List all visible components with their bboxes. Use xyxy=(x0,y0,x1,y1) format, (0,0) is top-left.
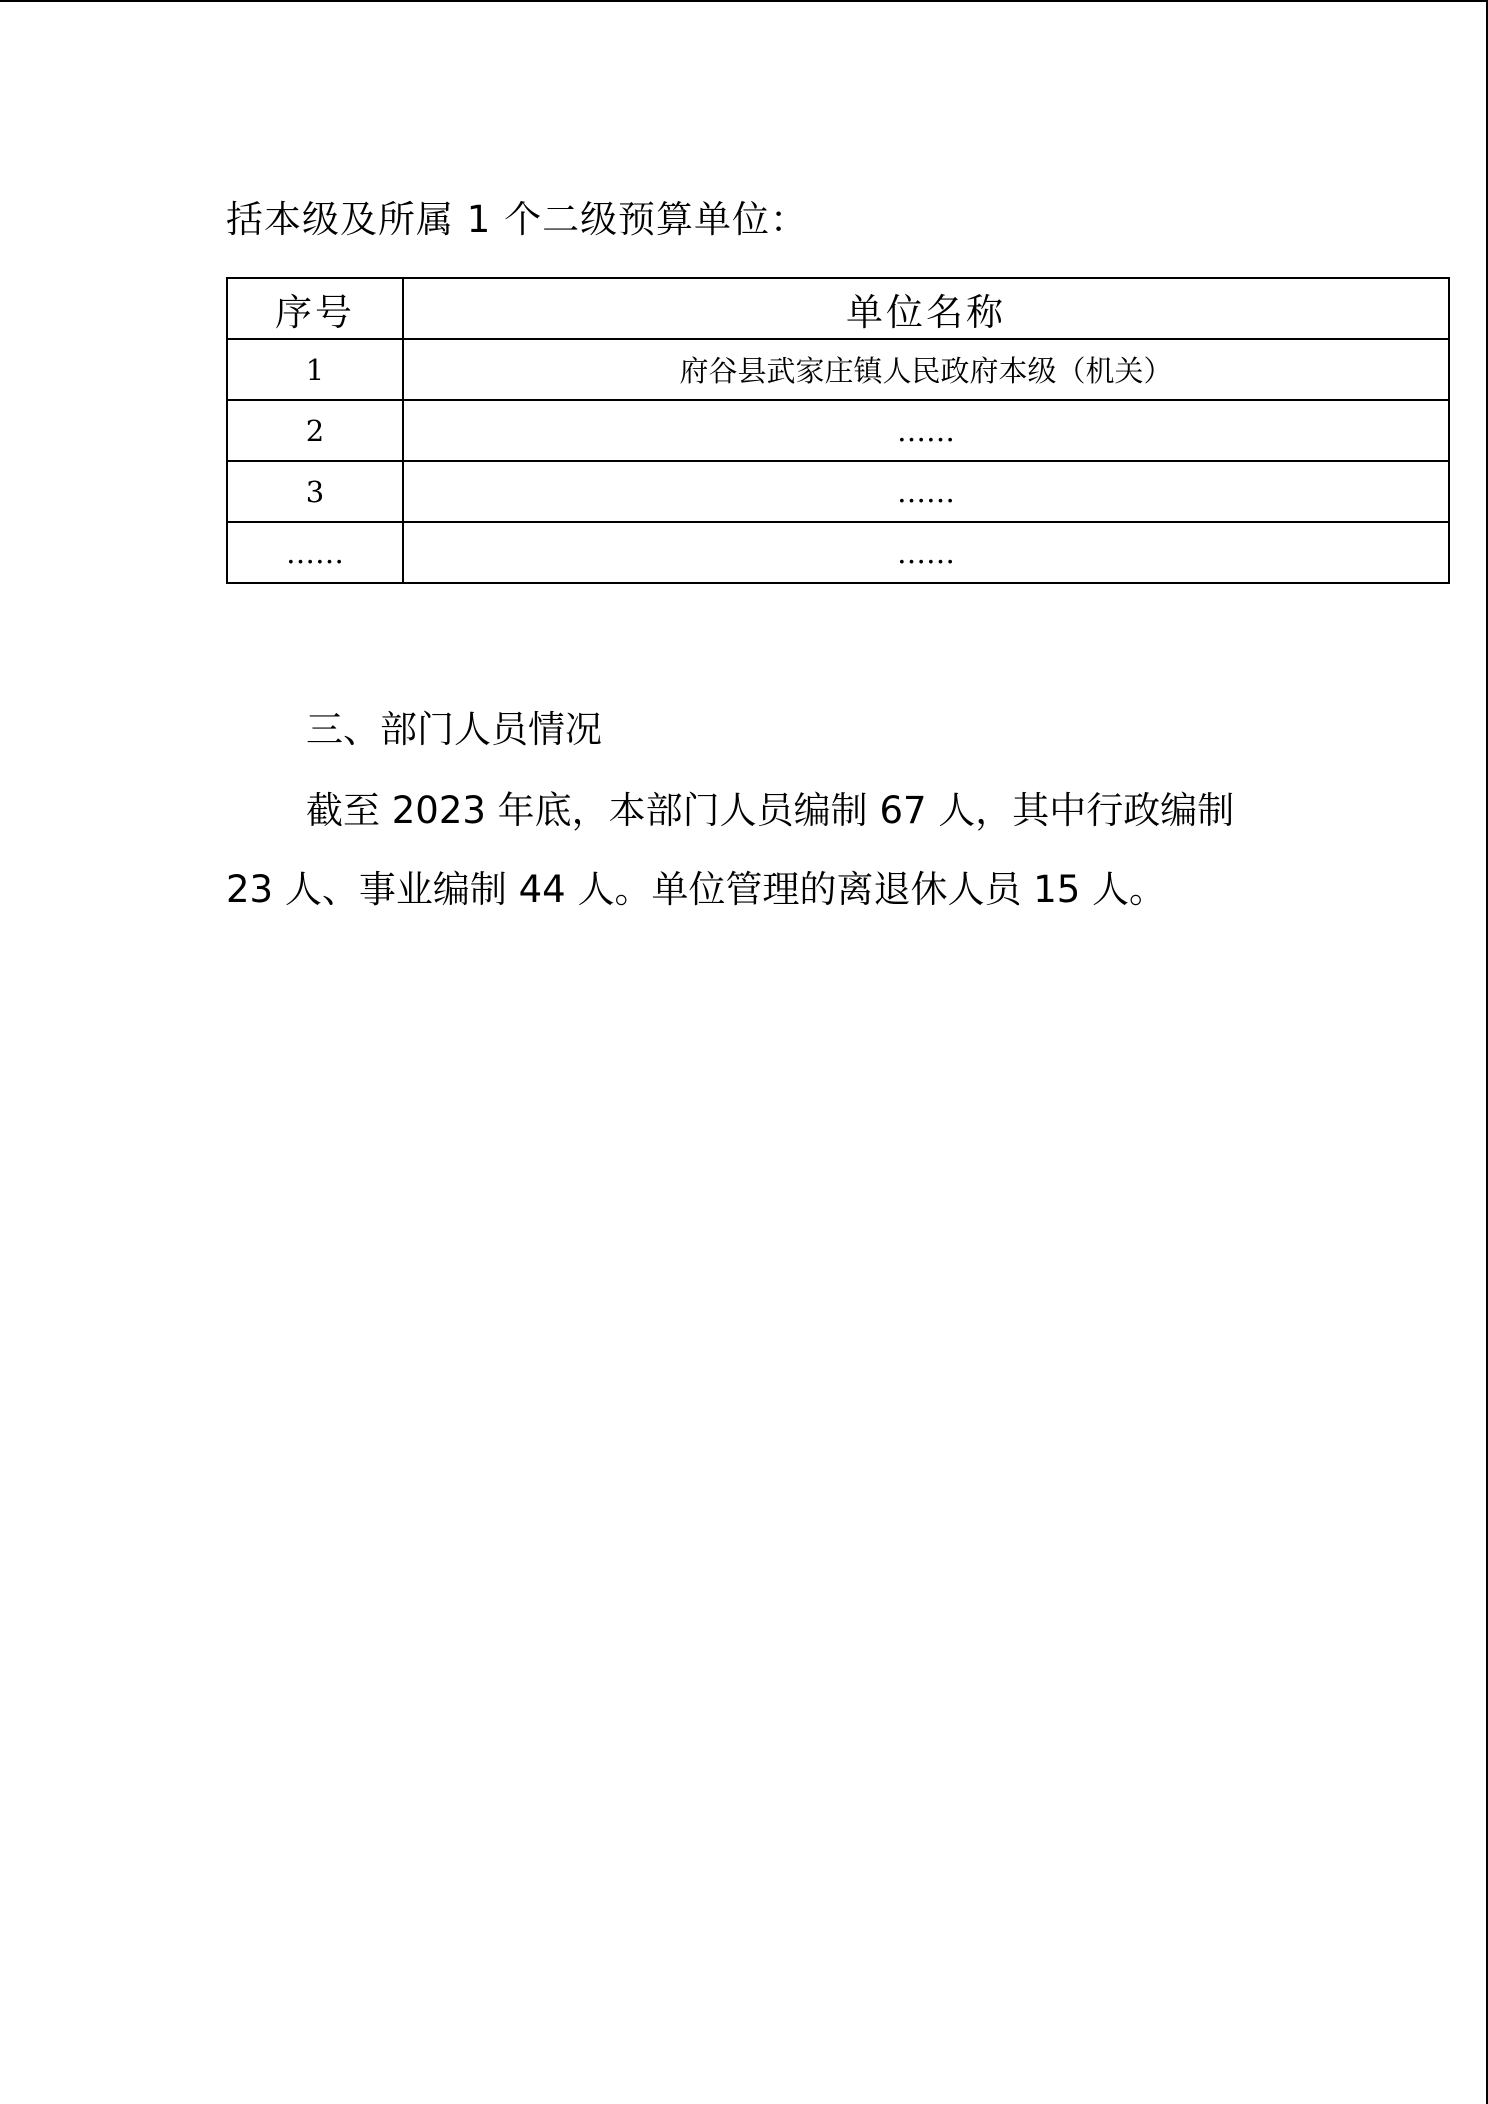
staffing-paragraph-line-2: 23 人、事业编制 44 人。单位管理的离退休人员 15 人。 xyxy=(226,868,1167,911)
table-row xyxy=(227,522,1449,583)
section-heading: 三、部门人员情况 xyxy=(306,708,602,751)
intro-text: 括本级及所属 1 个二级预算单位： xyxy=(226,198,809,241)
budget-units-table xyxy=(226,277,1450,584)
cell-seq: 1 xyxy=(227,339,403,400)
cell-unit-name: …… xyxy=(403,461,1449,522)
page-top-border xyxy=(0,0,1488,2)
table-row xyxy=(227,339,1449,400)
cell-seq: 3 xyxy=(227,461,403,522)
cell-unit-name: 府谷县武家庄镇人民政府本级（机关） xyxy=(403,339,1449,400)
cell-seq: …… xyxy=(227,522,403,583)
cell-unit-name: …… xyxy=(403,522,1449,583)
table-row xyxy=(227,400,1449,461)
table-header-row xyxy=(227,278,1449,339)
header-seq: 序号 xyxy=(227,278,403,339)
cell-unit-name: …… xyxy=(403,400,1449,461)
header-unit-name: 单位名称 xyxy=(403,278,1449,339)
table-row xyxy=(227,461,1449,522)
staffing-paragraph-line-1: 截至 2023 年底，本部门人员编制 67 人，其中行政编制 xyxy=(306,789,1235,832)
cell-seq: 2 xyxy=(227,400,403,461)
